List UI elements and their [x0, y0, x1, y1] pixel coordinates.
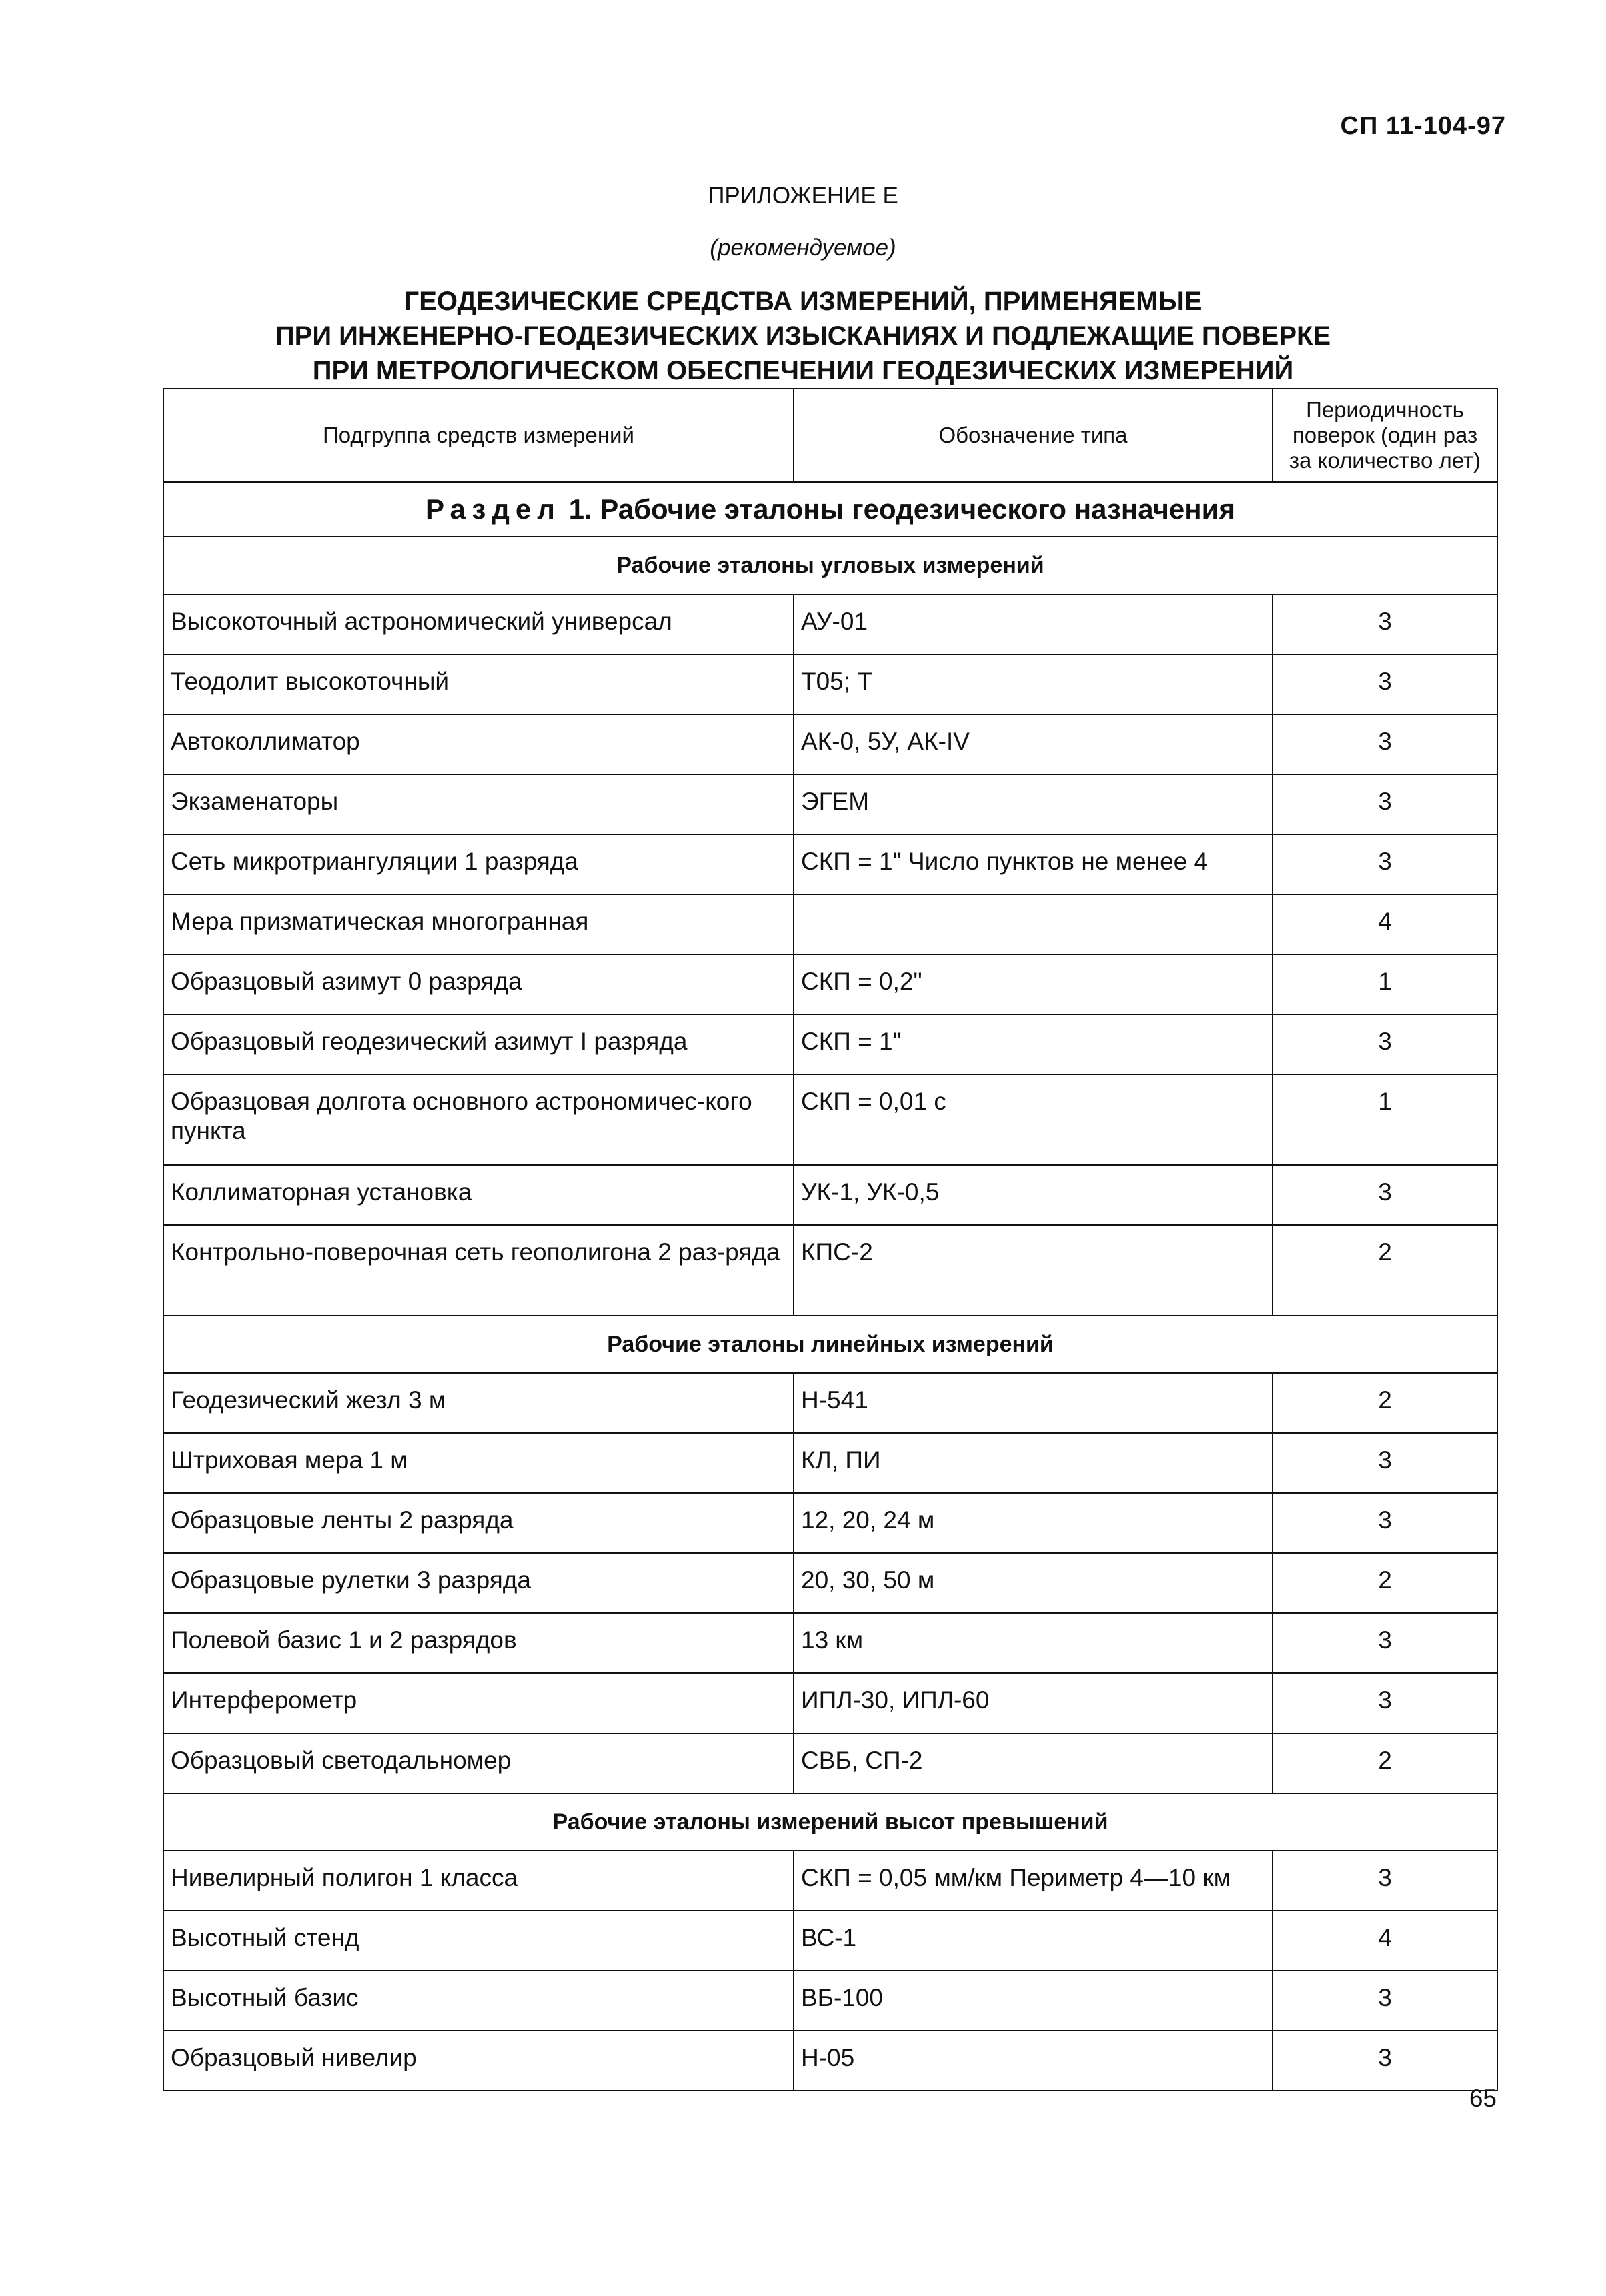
type-designation-cell: КПС-2: [794, 1225, 1273, 1316]
instruments-table: [163, 388, 1498, 2091]
period-cell: 2: [1273, 1225, 1497, 1316]
period-cell: 2: [1273, 1553, 1497, 1613]
section-name: 1. Рабочие эталоны геодезического назначения: [568, 493, 1235, 525]
group-title: Рабочие эталоны измерений высот превышений: [163, 1793, 1497, 1851]
type-designation-cell: СКП = 1" Число пунктов не менее 4: [794, 834, 1273, 894]
instrument-name-cell: Коллиматорная установка: [163, 1165, 794, 1225]
type-designation-cell: СКП = 1": [794, 1014, 1273, 1074]
period-cell: 4: [1273, 894, 1497, 954]
type-designation-cell: Н-541: [794, 1373, 1273, 1433]
instrument-name-cell: Образцовый светодальномер: [163, 1733, 794, 1793]
section-row: [163, 482, 1497, 537]
table-body: [163, 482, 1497, 2091]
instrument-name-cell: Штриховая мера 1 м: [163, 1433, 794, 1493]
type-designation-cell: СКП = 0,05 мм/км Периметр 4—10 км: [794, 1851, 1273, 1911]
period-cell: 3: [1273, 834, 1497, 894]
table-row: [163, 594, 1497, 654]
page-number: 65: [1469, 2085, 1497, 2112]
table-row: [163, 834, 1497, 894]
instrument-name-cell: Экзаменаторы: [163, 774, 794, 834]
table-row: [163, 1165, 1497, 1225]
column-header-subgroup: Подгруппа средств измерений: [163, 389, 794, 482]
instrument-name-cell: Высокоточный астрономический универсал: [163, 594, 794, 654]
table-header-row: [163, 389, 1497, 482]
table-row: [163, 1373, 1497, 1433]
group-header-row: [163, 537, 1497, 594]
period-cell: 3: [1273, 594, 1497, 654]
instrument-name-cell: Полевой базис 1 и 2 разрядов: [163, 1613, 794, 1673]
type-designation-cell: СВБ, СП-2: [794, 1733, 1273, 1793]
period-cell: 1: [1273, 1074, 1497, 1165]
period-cell: 1: [1273, 954, 1497, 1014]
instrument-name-cell: Образцовый геодезический азимут I разряда: [163, 1014, 794, 1074]
table-row: [163, 774, 1497, 834]
table-row: [163, 1911, 1497, 1971]
period-cell: 3: [1273, 654, 1497, 714]
period-cell: 2: [1273, 1373, 1497, 1433]
group-title: Рабочие эталоны линейных измерений: [163, 1316, 1497, 1373]
instrument-name-cell: Высотный стенд: [163, 1911, 794, 1971]
title-line: ПРИ МЕТРОЛОГИЧЕСКОМ ОБЕСПЕЧЕНИИ ГЕОДЕЗИЧЕСКИХ ИЗМЕРЕНИЙ: [312, 356, 1294, 385]
type-designation-cell: ЭГЕМ: [794, 774, 1273, 834]
instrument-name-cell: Интерферометр: [163, 1673, 794, 1733]
type-designation-cell: АУ-01: [794, 594, 1273, 654]
section-title: [163, 482, 1497, 537]
document-title: [0, 284, 1606, 388]
period-cell: 3: [1273, 1971, 1497, 2031]
group-title: Рабочие эталоны угловых измерений: [163, 537, 1497, 594]
type-designation-cell: Т05; Т: [794, 654, 1273, 714]
type-designation-cell: Н-05: [794, 2031, 1273, 2091]
period-cell: 3: [1273, 2031, 1497, 2091]
type-designation-cell: СКП = 0,01 с: [794, 1074, 1273, 1165]
period-cell: 3: [1273, 1673, 1497, 1733]
type-designation-cell: ВС-1: [794, 1911, 1273, 1971]
group-header-row: [163, 1316, 1497, 1373]
type-designation-cell: 20, 30, 50 м: [794, 1553, 1273, 1613]
table-row: [163, 2031, 1497, 2091]
instrument-name-cell: Высотный базис: [163, 1971, 794, 2031]
table-row: [163, 894, 1497, 954]
table-row: [163, 714, 1497, 774]
instrument-name-cell: Автоколлиматор: [163, 714, 794, 774]
period-cell: 4: [1273, 1911, 1497, 1971]
group-header-row: [163, 1793, 1497, 1851]
table-row: [163, 1553, 1497, 1613]
section-prefix: Раздел: [426, 493, 561, 525]
table-row: [163, 1014, 1497, 1074]
instrument-name-cell: Теодолит высокоточный: [163, 654, 794, 714]
type-designation-cell: АК-0, 5У, АК-IV: [794, 714, 1273, 774]
period-cell: 3: [1273, 1613, 1497, 1673]
instrument-name-cell: Образцовые рулетки 3 разряда: [163, 1553, 794, 1613]
table-row: [163, 954, 1497, 1014]
type-designation-cell: СКП = 0,2": [794, 954, 1273, 1014]
instrument-name-cell: Образцовый азимут 0 разряда: [163, 954, 794, 1014]
table-row: [163, 1673, 1497, 1733]
period-cell: 3: [1273, 1165, 1497, 1225]
title-line: ГЕОДЕЗИЧЕСКИЕ СРЕДСТВА ИЗМЕРЕНИЙ, ПРИМЕНЯЕМЫЕ: [404, 287, 1202, 316]
instrument-name-cell: Мера призматическая многогранная: [163, 894, 794, 954]
table-row: [163, 654, 1497, 714]
period-cell: 3: [1273, 1493, 1497, 1553]
type-designation-cell: ИПЛ-30, ИПЛ-60: [794, 1673, 1273, 1733]
period-cell: 3: [1273, 714, 1497, 774]
instrument-name-cell: Контрольно-поверочная сеть геополигона 2 раз-ряда: [163, 1225, 794, 1316]
table-row: [163, 1971, 1497, 2031]
instrument-name-cell: Образцовые ленты 2 разряда: [163, 1493, 794, 1553]
document-code: СП 11-104-97: [1340, 112, 1506, 140]
instrument-name-cell: Геодезический жезл 3 м: [163, 1373, 794, 1433]
table-row: [163, 1733, 1497, 1793]
type-designation-cell: [794, 894, 1273, 954]
table-row: [163, 1493, 1497, 1553]
period-cell: 2: [1273, 1733, 1497, 1793]
column-header-type: Обозначение типа: [794, 389, 1273, 482]
period-cell: 3: [1273, 1014, 1497, 1074]
instrument-name-cell: Образцовый нивелир: [163, 2031, 794, 2091]
title-line: ПРИ ИНЖЕНЕРНО-ГЕОДЕЗИЧЕСКИХ ИЗЫСКАНИЯХ И ПОДЛЕЖАЩИЕ ПОВЕРКЕ: [275, 321, 1331, 351]
instrument-name-cell: Сеть микротриангуляции 1 разряда: [163, 834, 794, 894]
type-designation-cell: КЛ, ПИ: [794, 1433, 1273, 1493]
instrument-name-cell: Образцовая долгота основного астрономичес-кого пункта: [163, 1074, 794, 1165]
table-row: [163, 1225, 1497, 1316]
table-row: [163, 1613, 1497, 1673]
table-row: [163, 1074, 1497, 1165]
type-designation-cell: УК-1, УК-0,5: [794, 1165, 1273, 1225]
period-cell: 3: [1273, 774, 1497, 834]
instrument-name-cell: Нивелирный полигон 1 класса: [163, 1851, 794, 1911]
appendix-heading: ПРИЛОЖЕНИЕ Е: [708, 183, 898, 209]
table-row: [163, 1851, 1497, 1911]
period-cell: 3: [1273, 1433, 1497, 1493]
column-header-period: Периодичность поверок (один раз за количество лет): [1273, 389, 1497, 482]
type-designation-cell: 12, 20, 24 м: [794, 1493, 1273, 1553]
table-row: [163, 1433, 1497, 1493]
period-cell: 3: [1273, 1851, 1497, 1911]
appendix-note: (рекомендуемое): [710, 235, 896, 261]
type-designation-cell: 13 км: [794, 1613, 1273, 1673]
type-designation-cell: ВБ-100: [794, 1971, 1273, 2031]
